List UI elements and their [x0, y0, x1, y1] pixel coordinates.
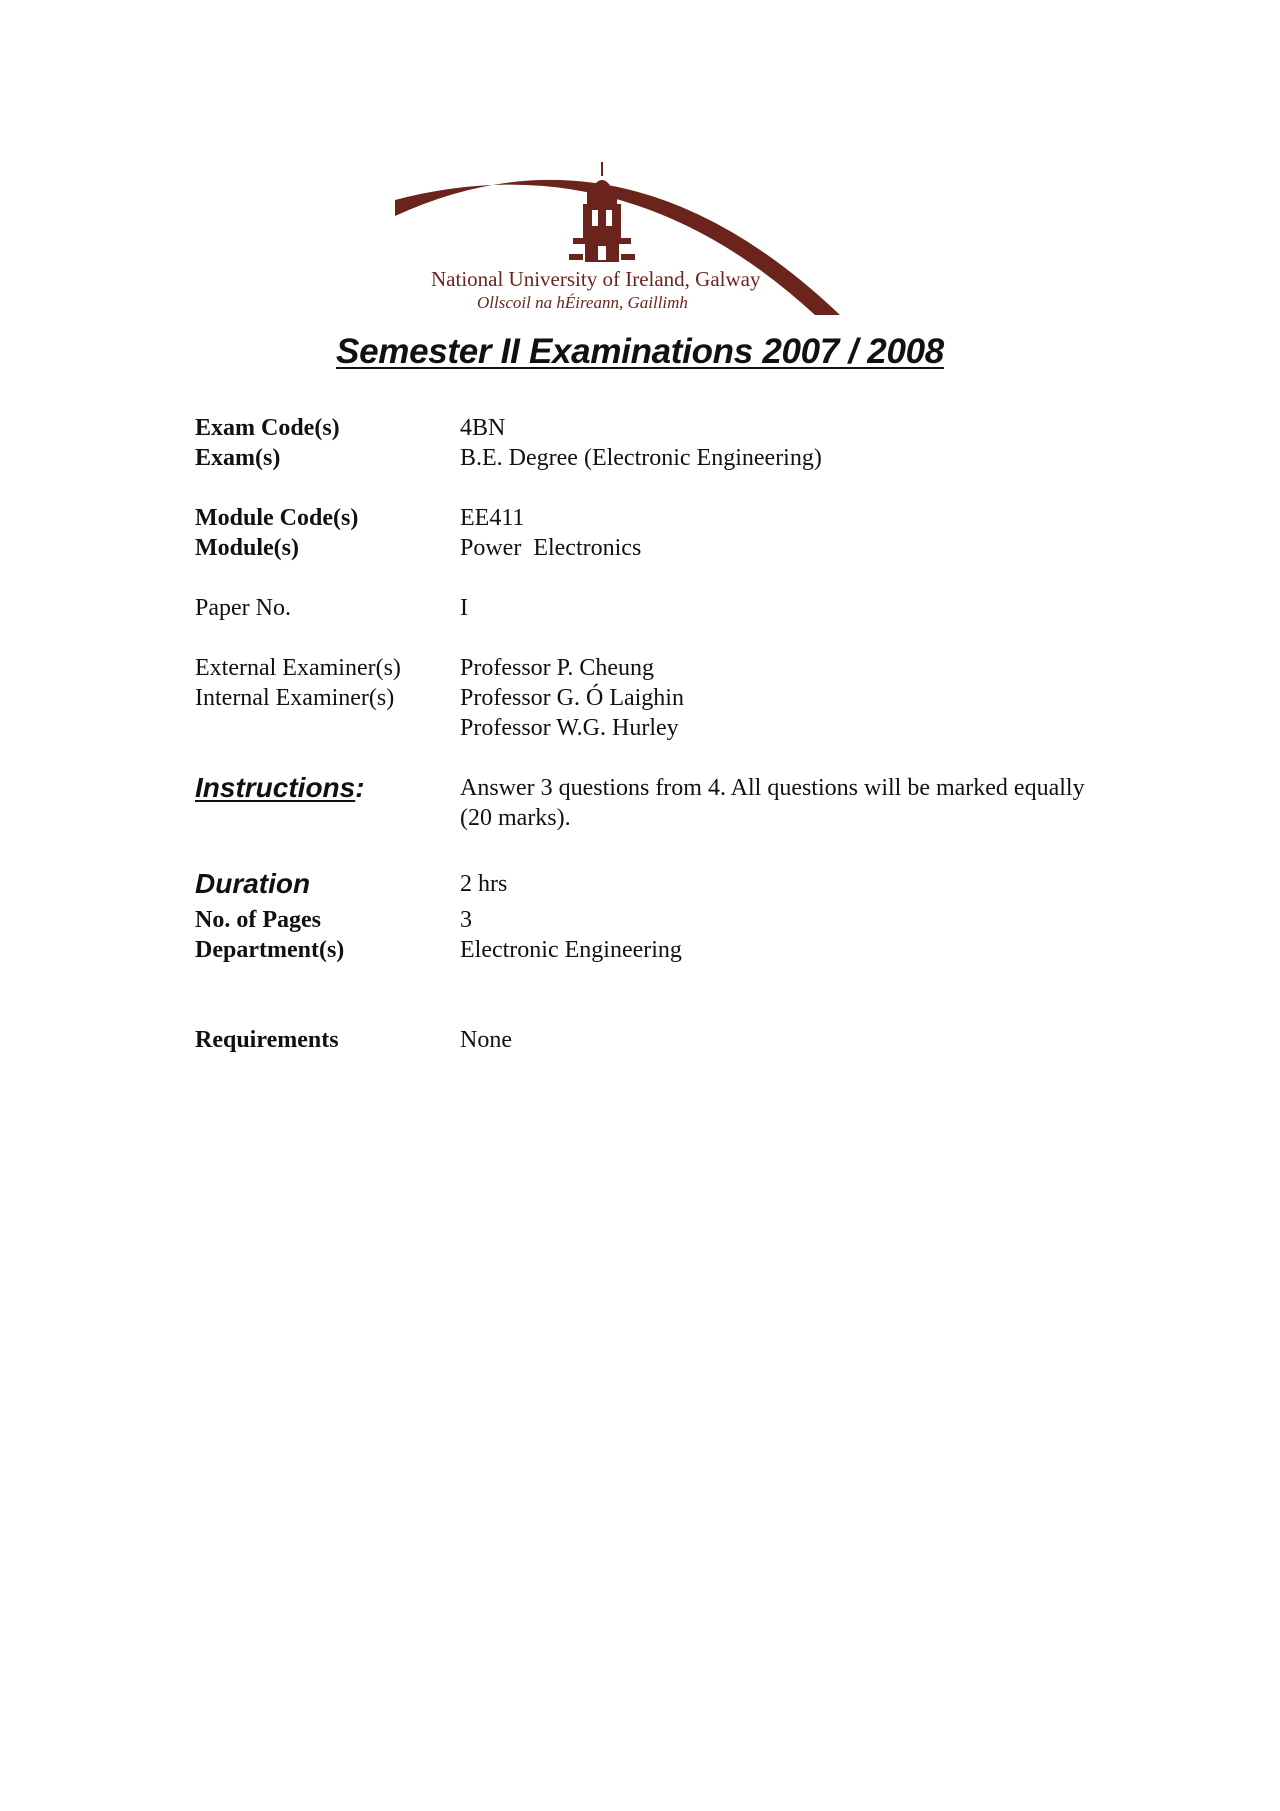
module-code-value: EE411: [460, 505, 525, 531]
instructions-heading: [195, 773, 365, 803]
external-examiner-value: Professor P. Cheung: [460, 655, 655, 681]
module-label: Module(s): [195, 535, 299, 561]
pages-value: 3: [460, 907, 472, 933]
internal-examiner-label: Internal Examiner(s): [195, 685, 395, 711]
requirements-value: None: [460, 1027, 512, 1053]
logo-name-ga: Ollscoil na hÉireann, Gaillimh: [477, 293, 688, 312]
instructions-value: Answer 3 questions from 4. All questions will be marked equally (20 marks).: [460, 775, 1085, 831]
external-examiner-row: [195, 653, 1095, 683]
logo-name-en: National University of Ireland, Galway: [431, 267, 761, 291]
department-value: Electronic Engineering: [460, 937, 682, 963]
exam-label: Exam(s): [195, 445, 281, 471]
duration-label: Duration: [195, 868, 311, 899]
duration-value: 2 hrs: [460, 871, 508, 897]
requirements-label: Requirements: [195, 1027, 339, 1053]
duration-row: [195, 869, 1095, 899]
exam-row: [195, 443, 1095, 473]
paper-no-label: Paper No.: [195, 595, 291, 621]
internal-examiner-value-2: Professor W.G. Hurley: [460, 715, 679, 741]
external-examiner-label: External Examiner(s): [195, 655, 401, 681]
module-value: Power Electronics: [460, 535, 642, 561]
instructions-row: [195, 773, 1095, 833]
instructions-label: Instructions: [195, 772, 356, 803]
paper-no-row: [195, 593, 1095, 623]
internal-examiner-row: [195, 683, 1095, 713]
pages-row: [195, 905, 1095, 935]
exam-value: B.E. Degree (Electronic Engineering): [460, 445, 822, 471]
page-title: Semester II Examinations 2007 / 2008: [336, 332, 944, 371]
university-logo: [395, 150, 893, 316]
department-label: Department(s): [195, 937, 345, 963]
exam-code-row: [195, 413, 1095, 443]
module-row: [195, 533, 1095, 563]
paper-no-value: I: [460, 595, 468, 621]
instructions-colon: :: [355, 772, 365, 803]
requirements-row: [195, 1025, 1095, 1055]
internal-examiner-row-2: [195, 713, 1095, 743]
exam-code-label: Exam Code(s): [195, 415, 340, 441]
module-code-label: Module Code(s): [195, 505, 359, 531]
department-row: [195, 935, 1095, 965]
module-code-row: [195, 503, 1095, 533]
internal-examiner-value: Professor G. Ó Laighin: [460, 685, 684, 711]
pages-label: No. of Pages: [195, 907, 321, 933]
exam-code-value: 4BN: [460, 415, 506, 441]
